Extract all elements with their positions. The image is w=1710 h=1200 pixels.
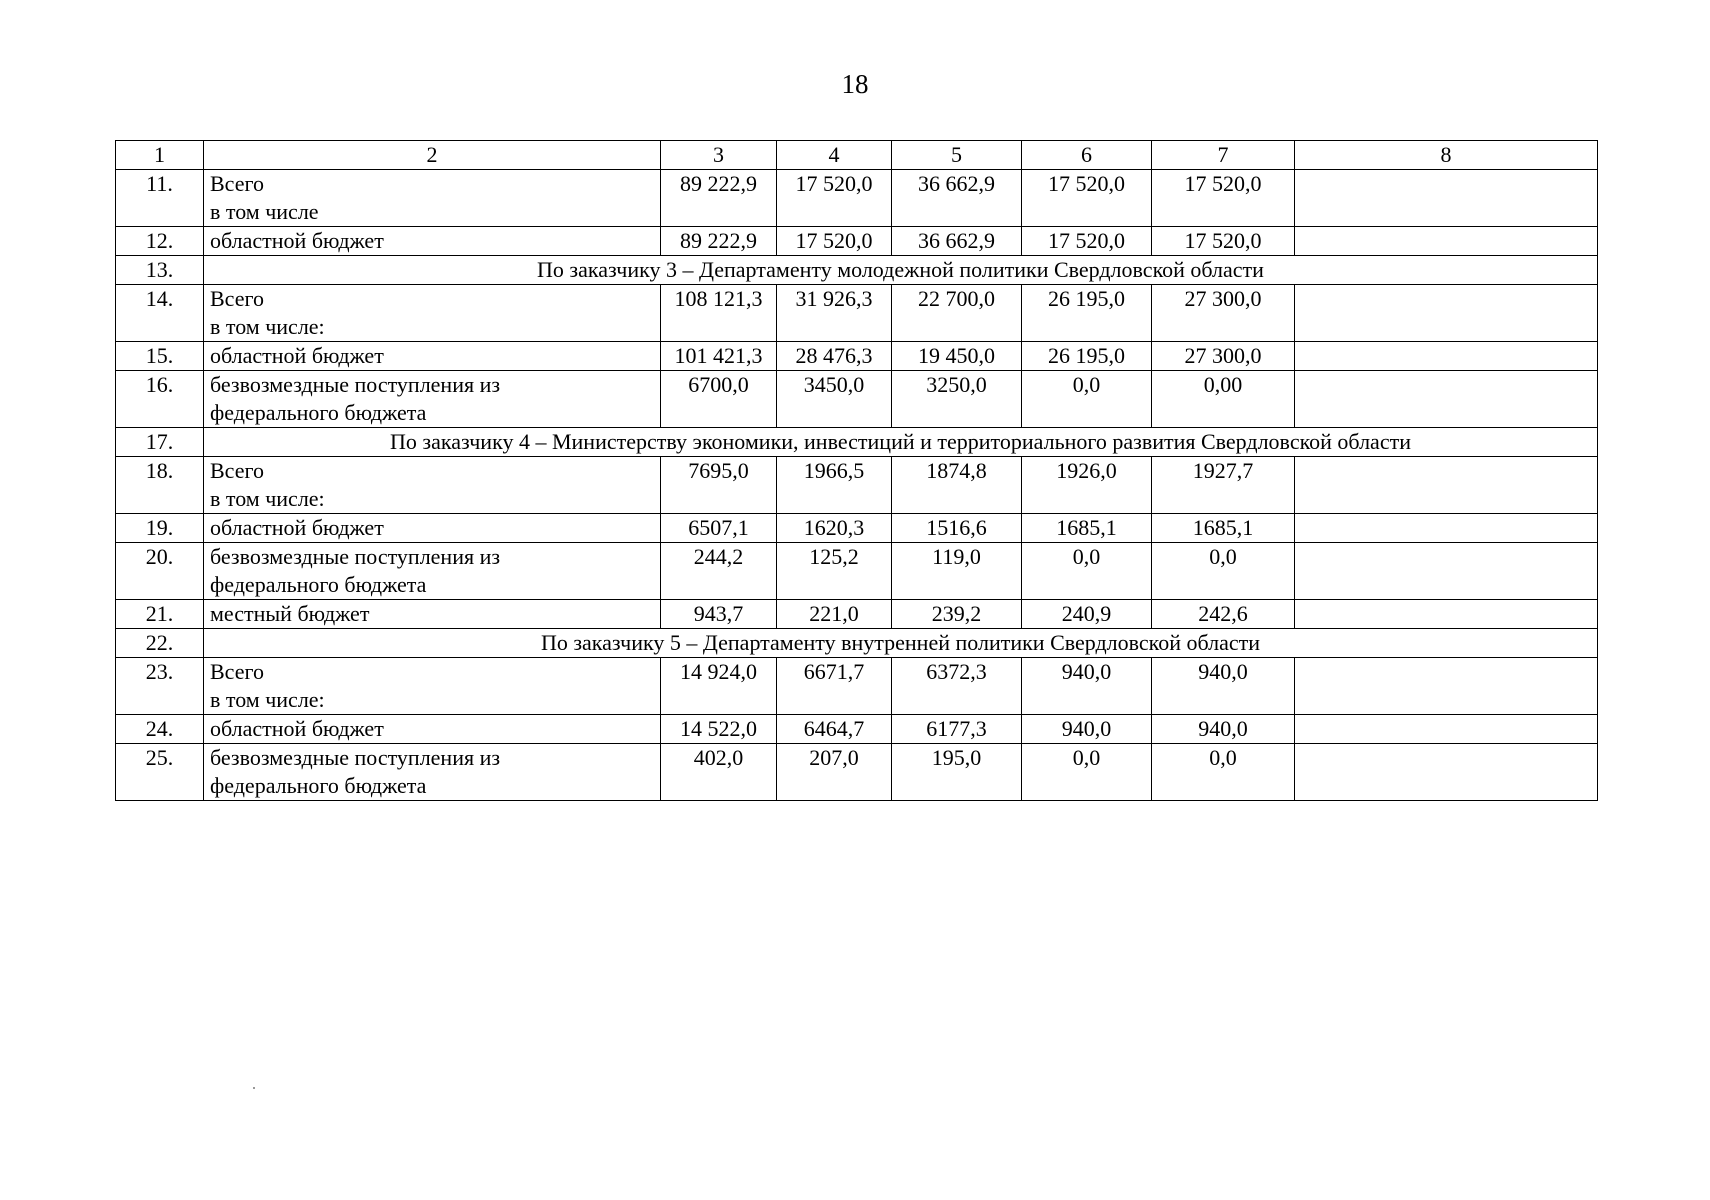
value-cell-3: 108 121,3 xyxy=(661,285,777,342)
row-number: 16. xyxy=(116,371,204,428)
value-cell-7: 17 520,0 xyxy=(1152,227,1295,256)
section-row xyxy=(116,428,1598,457)
row-label-cell xyxy=(204,170,661,227)
value-cell-3: 14 924,0 xyxy=(661,658,777,715)
value-cell-3: 89 222,9 xyxy=(661,170,777,227)
row-number: 21. xyxy=(116,600,204,629)
row-label-cell xyxy=(204,285,661,342)
value-cell-5: 119,0 xyxy=(892,543,1022,600)
row-sublabel: федерального бюджета xyxy=(210,773,427,798)
table-row xyxy=(116,600,1598,629)
scan-speck xyxy=(253,1087,255,1089)
table-row xyxy=(116,658,1598,715)
value-cell-4: 17 520,0 xyxy=(777,170,892,227)
value-cell-8 xyxy=(1295,658,1598,715)
row-number: 11. xyxy=(116,170,204,227)
value-cell-7: 242,6 xyxy=(1152,600,1295,629)
value-cell-7: 27 300,0 xyxy=(1152,342,1295,371)
row-label: Всего xyxy=(210,659,264,684)
row-label: безвозмездные поступления из xyxy=(210,745,501,770)
value-cell-4: 28 476,3 xyxy=(777,342,892,371)
table-row xyxy=(116,457,1598,514)
table-row xyxy=(116,744,1598,801)
value-cell-5: 239,2 xyxy=(892,600,1022,629)
value-cell-7: 940,0 xyxy=(1152,658,1295,715)
row-label-cell xyxy=(204,658,661,715)
row-label: областной бюджет xyxy=(210,515,384,540)
row-label: безвозмездные поступления из xyxy=(210,544,501,569)
value-cell-3: 14 522,0 xyxy=(661,715,777,744)
row-label-cell xyxy=(204,600,661,629)
row-number: 17. xyxy=(116,428,204,457)
row-number: 12. xyxy=(116,227,204,256)
row-number: 18. xyxy=(116,457,204,514)
value-cell-7: 27 300,0 xyxy=(1152,285,1295,342)
value-cell-6: 940,0 xyxy=(1022,715,1152,744)
value-cell-5: 22 700,0 xyxy=(892,285,1022,342)
value-cell-7: 0,0 xyxy=(1152,744,1295,801)
header-cell-8: 8 xyxy=(1295,141,1598,170)
row-label-cell xyxy=(204,342,661,371)
row-number: 15. xyxy=(116,342,204,371)
row-number: 13. xyxy=(116,256,204,285)
row-number: 19. xyxy=(116,514,204,543)
row-label: областной бюджет xyxy=(210,343,384,368)
value-cell-5: 3250,0 xyxy=(892,371,1022,428)
value-cell-5: 6177,3 xyxy=(892,715,1022,744)
row-sublabel: в том числе: xyxy=(210,486,325,511)
row-label: областной бюджет xyxy=(210,228,384,253)
value-cell-8 xyxy=(1295,371,1598,428)
table-header-row xyxy=(116,141,1598,170)
value-cell-6: 240,9 xyxy=(1022,600,1152,629)
value-cell-8 xyxy=(1295,285,1598,342)
value-cell-8 xyxy=(1295,600,1598,629)
value-cell-4: 3450,0 xyxy=(777,371,892,428)
value-cell-6: 940,0 xyxy=(1022,658,1152,715)
value-cell-8 xyxy=(1295,457,1598,514)
section-title: По заказчику 4 – Министерству экономики, инвестиций и территориального развития Свердловской области xyxy=(204,428,1598,457)
row-number: 25. xyxy=(116,744,204,801)
value-cell-8 xyxy=(1295,342,1598,371)
section-row xyxy=(116,629,1598,658)
value-cell-3: 244,2 xyxy=(661,543,777,600)
value-cell-3: 943,7 xyxy=(661,600,777,629)
section-row xyxy=(116,256,1598,285)
value-cell-7: 0,0 xyxy=(1152,543,1295,600)
value-cell-3: 89 222,9 xyxy=(661,227,777,256)
value-cell-7: 0,00 xyxy=(1152,371,1295,428)
row-sublabel: федерального бюджета xyxy=(210,572,427,597)
value-cell-6: 0,0 xyxy=(1022,371,1152,428)
row-label: областной бюджет xyxy=(210,716,384,741)
value-cell-6: 26 195,0 xyxy=(1022,342,1152,371)
value-cell-4: 17 520,0 xyxy=(777,227,892,256)
row-label-cell xyxy=(204,744,661,801)
row-label-cell xyxy=(204,371,661,428)
table-row xyxy=(116,170,1598,227)
value-cell-5: 36 662,9 xyxy=(892,170,1022,227)
value-cell-3: 6700,0 xyxy=(661,371,777,428)
value-cell-6: 1685,1 xyxy=(1022,514,1152,543)
value-cell-8 xyxy=(1295,715,1598,744)
value-cell-4: 207,0 xyxy=(777,744,892,801)
value-cell-6: 17 520,0 xyxy=(1022,170,1152,227)
value-cell-7: 1685,1 xyxy=(1152,514,1295,543)
row-label-cell xyxy=(204,457,661,514)
row-number: 20. xyxy=(116,543,204,600)
header-cell-2: 2 xyxy=(204,141,661,170)
row-label-cell xyxy=(204,543,661,600)
row-number: 24. xyxy=(116,715,204,744)
table-row xyxy=(116,227,1598,256)
row-label: местный бюджет xyxy=(210,601,370,626)
table-row xyxy=(116,543,1598,600)
header-cell-7: 7 xyxy=(1152,141,1295,170)
value-cell-7: 17 520,0 xyxy=(1152,170,1295,227)
table-row xyxy=(116,715,1598,744)
value-cell-6: 1926,0 xyxy=(1022,457,1152,514)
header-cell-5: 5 xyxy=(892,141,1022,170)
value-cell-4: 6464,7 xyxy=(777,715,892,744)
header-cell-1: 1 xyxy=(116,141,204,170)
value-cell-5: 1516,6 xyxy=(892,514,1022,543)
value-cell-3: 101 421,3 xyxy=(661,342,777,371)
value-cell-3: 7695,0 xyxy=(661,457,777,514)
header-cell-6: 6 xyxy=(1022,141,1152,170)
table-row xyxy=(116,285,1598,342)
value-cell-4: 125,2 xyxy=(777,543,892,600)
value-cell-6: 26 195,0 xyxy=(1022,285,1152,342)
table-row xyxy=(116,514,1598,543)
value-cell-4: 221,0 xyxy=(777,600,892,629)
value-cell-7: 1927,7 xyxy=(1152,457,1295,514)
value-cell-7: 940,0 xyxy=(1152,715,1295,744)
value-cell-4: 31 926,3 xyxy=(777,285,892,342)
row-label-cell xyxy=(204,715,661,744)
section-title: По заказчику 5 – Департаменту внутренней политики Свердловской области xyxy=(204,629,1598,658)
row-number: 23. xyxy=(116,658,204,715)
value-cell-5: 36 662,9 xyxy=(892,227,1022,256)
value-cell-8 xyxy=(1295,227,1598,256)
value-cell-6: 0,0 xyxy=(1022,543,1152,600)
section-title: По заказчику 3 – Департаменту молодежной политики Свердловской области xyxy=(204,256,1598,285)
value-cell-5: 6372,3 xyxy=(892,658,1022,715)
header-cell-4: 4 xyxy=(777,141,892,170)
row-number: 22. xyxy=(116,629,204,658)
row-label: Всего xyxy=(210,286,264,311)
value-cell-6: 0,0 xyxy=(1022,744,1152,801)
row-label: Всего xyxy=(210,458,264,483)
value-cell-5: 1874,8 xyxy=(892,457,1022,514)
row-sublabel: в том числе: xyxy=(210,314,325,339)
value-cell-4: 1966,5 xyxy=(777,457,892,514)
value-cell-4: 6671,7 xyxy=(777,658,892,715)
row-number: 14. xyxy=(116,285,204,342)
value-cell-8 xyxy=(1295,170,1598,227)
value-cell-3: 6507,1 xyxy=(661,514,777,543)
value-cell-3: 402,0 xyxy=(661,744,777,801)
table-row xyxy=(116,371,1598,428)
row-sublabel: в том числе: xyxy=(210,687,325,712)
value-cell-8 xyxy=(1295,543,1598,600)
page-number: 18 xyxy=(841,69,869,99)
budget-table xyxy=(115,140,1598,801)
row-label: Всего xyxy=(210,171,264,196)
row-sublabel: в том числе xyxy=(210,199,319,224)
value-cell-6: 17 520,0 xyxy=(1022,227,1152,256)
table-body xyxy=(116,141,1598,801)
table-row xyxy=(116,342,1598,371)
row-sublabel: федерального бюджета xyxy=(210,400,427,425)
value-cell-8 xyxy=(1295,514,1598,543)
row-label: безвозмездные поступления из xyxy=(210,372,501,397)
row-label-cell xyxy=(204,514,661,543)
value-cell-4: 1620,3 xyxy=(777,514,892,543)
value-cell-5: 19 450,0 xyxy=(892,342,1022,371)
value-cell-8 xyxy=(1295,744,1598,801)
header-cell-3: 3 xyxy=(661,141,777,170)
value-cell-5: 195,0 xyxy=(892,744,1022,801)
row-label-cell xyxy=(204,227,661,256)
